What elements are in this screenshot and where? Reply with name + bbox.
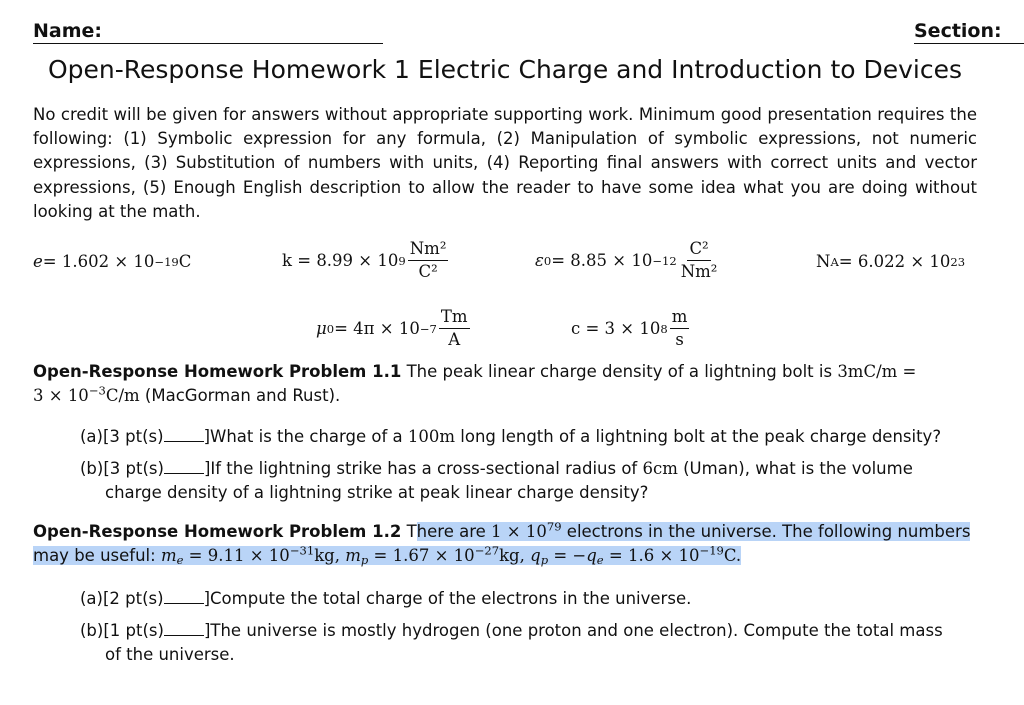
- problem-1-2-part-b: (b)[1 pt(s) ]The universe is mostly hydrogen (one proton and one electron). Compute the total mass of the universe.: [80, 621, 943, 664]
- constant-permeability: μ 0 = 4π × 10 −7 $\frac{Tm}{A}$: [316, 307, 468, 349]
- points-blank[interactable]: [164, 427, 204, 442]
- page-title: Open-Response Homework 1 Electric Charge and Introduction to Devices: [47, 55, 963, 84]
- points-blank[interactable]: [164, 589, 204, 604]
- header-row: [33, 20, 1024, 46]
- name-label: Name:: [33, 20, 103, 42]
- selected-text-highlight[interactable]: here are $1 \times 10^{79}$ electrons in the universe. The following numbers: [416, 519, 971, 541]
- name-field-line[interactable]: [33, 43, 383, 44]
- permittivity-unit-fraction: $\frac{\text{C²}}{\text{Nm²}}$: [680, 239, 718, 281]
- selected-text-highlight-line2[interactable]: may be useful: $m_e = 9.11 \times 10^{-31}kg$, $m_p = 1.67 \times 10^{-27}kg$, $q_p = -q_e = 1.6 \times 10^{-19}C$.: [33, 543, 742, 567]
- permeability-unit-fraction: $\frac{Tm}{A}$: [440, 307, 468, 349]
- instructions-paragraph: No credit will be given for answers without appropriate supporting work. Minimum good presentation requires the following: (1) Symbolic expression for any formula, (2) Manipulation of symbolic expressions, not numeric expressions, (3) Substitution of numbers with units, (4) Reporting final answers with correct units and vector expressions, (5) Enough English description to allow the reader to have some idea what you are doing without looking at the math.: [33, 105, 977, 221]
- constant-coulomb: k = 8.99 × 10 9 $\frac{\text{Nm²}}{\text{C²}}$: [282, 239, 447, 281]
- points-blank[interactable]: [164, 621, 204, 636]
- section-label: Section:: [914, 20, 1002, 42]
- constant-avogadro: N A = 6.022 × 10 23: [816, 252, 966, 271]
- problem-1-1: Open-Response Homework Problem 1.1 The peak linear charge density of a lightning bolt is 3mC/m = $3 \times 10^{-3}C/m$ (MacGorman and Rust).: [33, 362, 917, 405]
- coulomb-unit-fraction: $\frac{\text{Nm²}}{\text{C²}}$: [409, 239, 447, 281]
- problem-1-2: Open-Response Homework Problem 1.2 There are $1 \times 10^{79}$ electrons in the universe. The following numbers may be useful: $m_e = 9.11 \times 10^{-31}kg$, $m_p = 1.67 \times 10^{-27}kg$, $q_p = -q_e = 1.6 \times 10^{-19}C$.: [33, 519, 971, 567]
- constant-elementary-charge: e = 1.602 × 10 −19 C: [33, 252, 192, 271]
- constant-speed-of-light: c = 3 × 10 8 $\frac{m}{s}$: [571, 307, 688, 349]
- problem-1-1-part-a: (a)[3 pt(s) ]What is the charge of a 100m long length of a lightning bolt at the peak charge density?: [80, 427, 942, 446]
- points-blank[interactable]: [164, 459, 204, 474]
- constant-permittivity: ε 0 = 8.85 × 10 −12 $\frac{\text{C²}}{\text{Nm²}}$: [535, 239, 718, 281]
- section-field-line[interactable]: [914, 43, 1024, 44]
- problem-1-2-part-a: (a)[2 pt(s) ]Compute the total charge of the electrons in the universe.: [80, 589, 692, 608]
- problem-1-1-part-b: (b)[3 pt(s) ]If the lightning strike has a cross-sectional radius of 6cm (Uman), what is the volume charge density of a lightning strike at peak linear charge density?: [80, 459, 913, 502]
- speed-unit-fraction: $\frac{m}{s}$: [671, 307, 688, 349]
- problem-1-1-heading: Open-Response Homework Problem 1.1: [33, 362, 402, 381]
- problem-1-2-heading: Open-Response Homework Problem 1.2: [33, 522, 402, 541]
